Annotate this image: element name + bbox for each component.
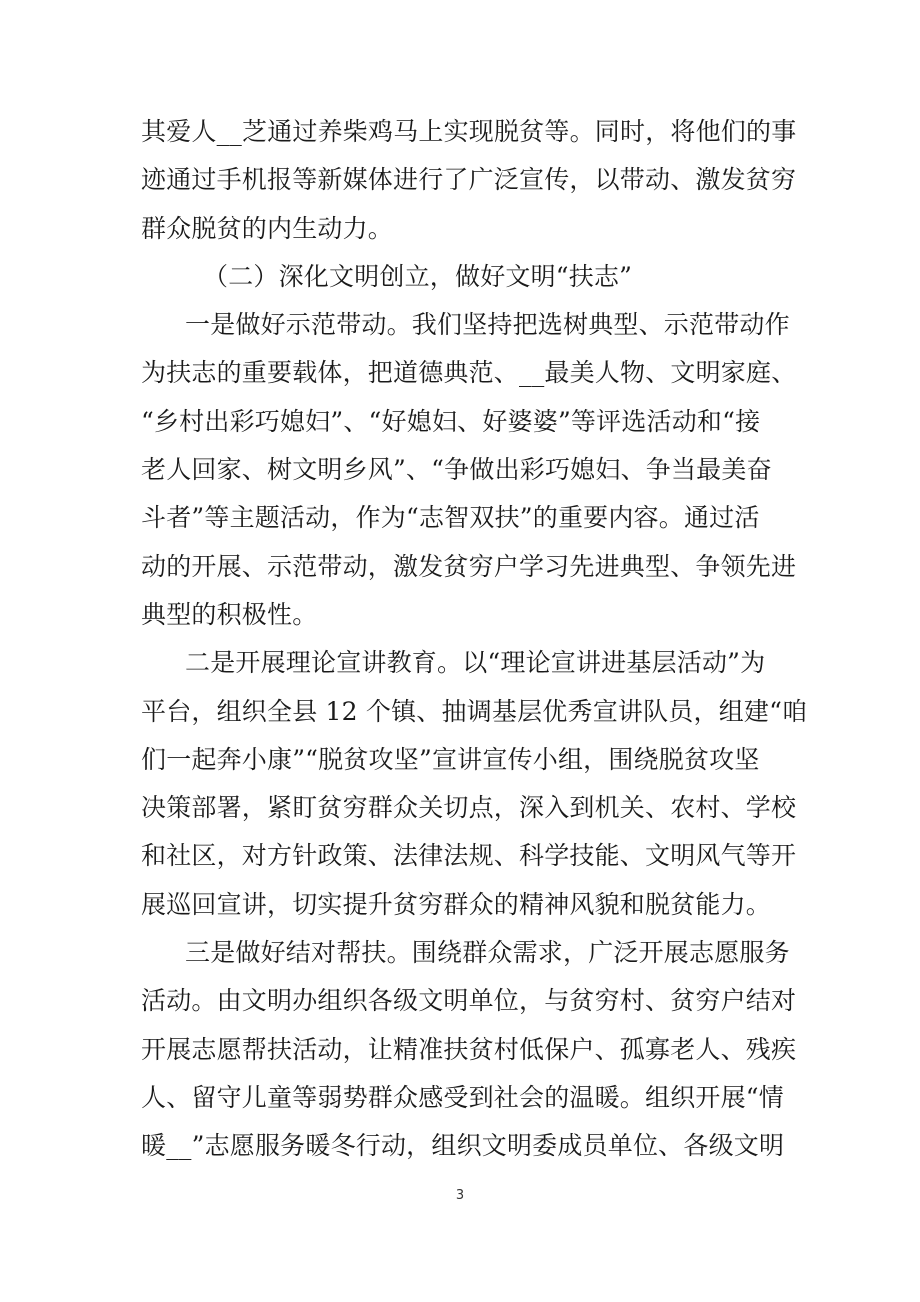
text-line: 斗者”等主题活动，作为“志智双扶”的重要内容。通过活 xyxy=(141,503,760,533)
text-line: 老人回家、树文明乡风”、“争做出彩巧媳妇、争当最美奋 xyxy=(141,455,772,485)
text-line: 展巡回宣讲，切实提升贫穷群众的精神风貌和脱贫能力。 xyxy=(141,889,772,919)
text-line: 开展志愿帮扶活动，让精准扶贫村低保户、孤寡老人、残疾 xyxy=(141,1034,797,1064)
text-line: 动的开展、示范带动，激发贫穷户学习先进典型、争领先进 xyxy=(141,551,797,581)
text-line: 为扶志的重要载体，把道德典范、__最美人物、文明家庭、 xyxy=(141,358,797,388)
text-line: 迹通过手机报等新媒体进行了广泛宣传，以带动、激发贫穷 xyxy=(141,165,797,195)
body-text xyxy=(141,108,808,1171)
text-line: 其爱人__芝通过养柴鸡马上实现脱贫等。同时，将他们的事 xyxy=(141,117,797,146)
text-line: 们一起奔小康”“脱贫攻坚”宣讲宣传小组，围绕脱贫攻坚 xyxy=(141,744,760,774)
text-line: “乡村出彩巧媳妇”、“好媳妇、好婆婆”等评选活动和“接 xyxy=(141,406,761,436)
text-line: 群众脱贫的内生动力。 xyxy=(141,213,394,243)
text-line: 典型的积极性。 xyxy=(141,599,318,629)
text-line: 三是做好结对帮扶。围绕群众需求，广泛开展志愿服务 xyxy=(185,938,790,968)
text-line: 和社区，对方针政策、法律法规、科学技能、文明风气等开 xyxy=(141,841,797,871)
page-number: 3 xyxy=(455,1188,465,1203)
text-line: 暖__”志愿服务暖冬行动，组织文明委成员单位、各级文明 xyxy=(141,1131,785,1161)
text-line: 平台，组织全县 12 个镇、抽调基层优秀宣讲队员，组建“咱 xyxy=(141,696,808,726)
text-line: 人、留守儿童等弱势群众感受到社会的温暖。组织开展“情 xyxy=(141,1082,784,1112)
text-line: 活动。由文明办组织各级文明单位，与贫穷村、贫穷户结对 xyxy=(141,986,797,1016)
text-line: 决策部署，紧盯贫穷群众关切点，深入到机关、农村、学校 xyxy=(141,793,797,823)
text-line: 二是开展理论宣讲教育。以“理论宣讲进基层活动”为 xyxy=(185,648,766,678)
section-heading: （二）深化文明创立，做好文明“扶志” xyxy=(203,261,633,291)
text-line: 一是做好示范带动。我们坚持把选树典型、示范带动作 xyxy=(185,310,790,340)
